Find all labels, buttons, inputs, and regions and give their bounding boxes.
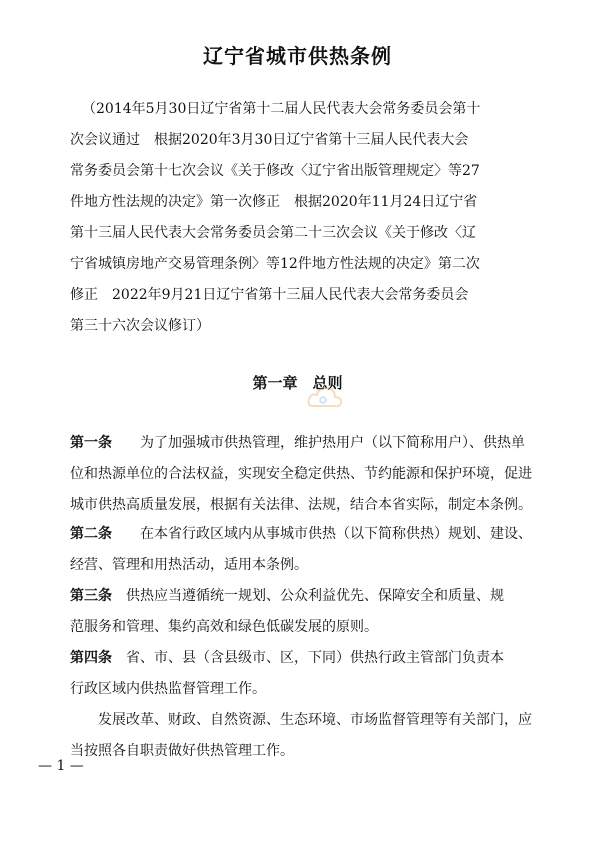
article-text: 当按照各自职责做好供热管理工作。 <box>70 743 294 759</box>
article-text: 在本省行政区域内从事城市供热（以下简称供热）规划、建设、 <box>140 526 532 542</box>
article-2 <box>70 523 532 543</box>
article-text: 范服务和管理、集约高效和绿色低碳发展的原则。 <box>70 619 378 635</box>
preamble-line: 件地方性法规的决定》第一次修正 根据2020年11月24日辽宁省 <box>70 194 478 210</box>
article-1 <box>70 432 525 452</box>
chapter-title: 第一章 总则 <box>252 374 343 392</box>
article-3 <box>70 585 504 605</box>
preamble-line: 宁省城镇房地产交易管理条例〉等12件地方性法规的决定》第二次 <box>70 256 480 272</box>
article-4 <box>70 647 504 667</box>
article-text: 供热应当遵循统一规划、公众利益优先、保障安全和质量、规 <box>126 588 504 604</box>
article-label: 第四条 <box>70 650 112 666</box>
document-title: 辽宁省城市供热条例 <box>203 44 392 68</box>
cloud-watermark-icon <box>305 378 345 418</box>
article-text: 为了加强城市供热管理，维护热用户（以下简称用户）、供热单 <box>140 435 525 451</box>
preamble-line: （2014年5月30日辽宁省第十二届人民代表大会常务委员会第十 <box>82 101 481 117</box>
article-text: 发展改革、财政、自然资源、生态环境、市场监督管理等有关部门，应 <box>98 712 532 728</box>
preamble-line: 第三十六次会议修订） <box>70 318 210 334</box>
article-text: 省、市、县（含县级市、区，下同）供热行政主管部门负责本 <box>126 650 504 666</box>
article-label: 第一条 <box>70 435 112 451</box>
article-text: 经营、管理和用热活动，适用本条例。 <box>70 557 308 573</box>
article-label: 第二条 <box>70 526 112 542</box>
preamble-line: 常务委员会第十七次会议《关于修改〈辽宁省出版管理规定〉等27 <box>70 163 480 179</box>
preamble-line: 次会议通过 根据2020年3月30日辽宁省第十三届人民代表大会 <box>70 132 469 148</box>
preamble-line: 修正 2022年9月21日辽宁省第十三届人民代表大会常务委员会 <box>70 287 469 303</box>
article-text: 城市供热高质量发展，根据有关法律、法规，结合本省实际，制定本条例。 <box>70 497 532 513</box>
page-number: — 1 — <box>38 758 84 774</box>
preamble-line: 第十三届人民代表大会常务委员会第二十三次会议《关于修改〈辽 <box>70 225 476 241</box>
article-text: 位和热源单位的合法权益，实现安全稳定供热、节约能源和保护环境，促进 <box>70 466 532 482</box>
article-text: 行政区域内供热监督管理工作。 <box>70 681 266 697</box>
article-label: 第三条 <box>70 588 112 604</box>
